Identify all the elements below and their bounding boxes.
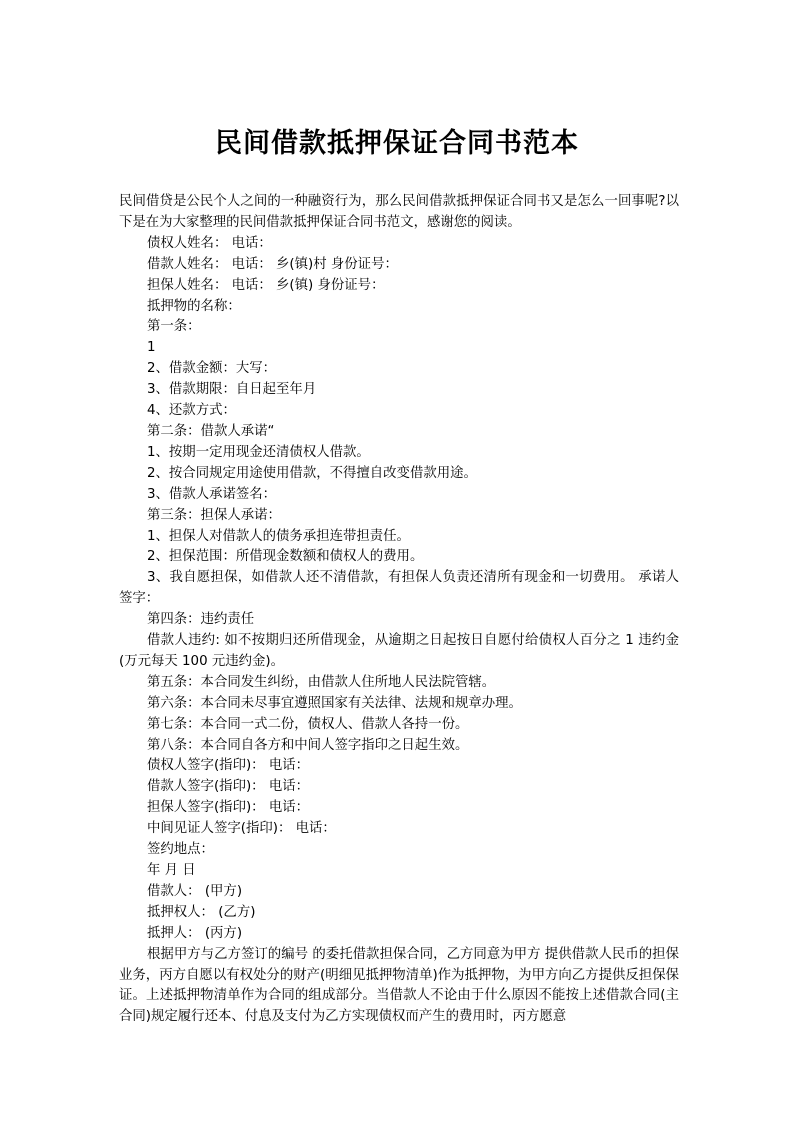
- party-b-line: 抵押权人： (乙方): [147, 904, 256, 920]
- article-2-item-2: 2、按合同规定用途使用借款，不得擅自改变借款用途。: [147, 465, 477, 481]
- borrower-info-line: 借款人姓名： 电话： 乡(镇)村 身份证号：: [147, 256, 398, 272]
- article-1-item-3: 3、借款期限：自日起至年月: [147, 382, 317, 398]
- guarantor-info-line: 担保人姓名： 电话： 乡(镇) 身份证号：: [147, 277, 385, 293]
- article-2-item-3: 3、借款人承诺签名：: [147, 486, 277, 502]
- guarantor-signature-line: 担保人签字(指印)： 电话：: [147, 800, 310, 816]
- article-5: 第五条：本合同发生纠纷，由借款人住所地人民法院管辖。: [147, 674, 496, 690]
- final-paragraph: 根据甲方与乙方签订的编号 的委托借款担保合同，乙方同意为甲方 提供借款人民币的担保业务，丙方自愿以有权处分的财产(明细见抵押物清单)作为抵押物，为甲方向乙方提供反担保保证。上述抵押物清单作为合同的组成部分。当借款人不论由于什么原因不能按上述借款合同(主合同)规定履行还本、付息及支付为乙方实现债权而产生的费用时，丙方愿意: [119, 946, 679, 1025]
- party-a-line: 借款人： (甲方): [147, 883, 243, 899]
- article-1-item-1: 1: [147, 340, 156, 356]
- article-1-item-2: 2、借款金额：大写：: [147, 361, 277, 377]
- collateral-name-line: 抵押物的名称：: [147, 298, 241, 314]
- article-2-item-1: 1、按期一定用现金还清债权人借款。: [147, 444, 370, 460]
- signing-location-line: 签约地点：: [147, 842, 214, 858]
- article-6: 第六条：本合同未尽事宜遵照国家有关法律、法规和规章办理。: [147, 695, 522, 711]
- date-line: 年 月 日: [147, 863, 196, 878]
- party-c-line: 抵押人： (丙方): [147, 925, 243, 941]
- creditor-signature-line: 债权人签字(指印)： 电话：: [147, 758, 310, 774]
- borrower-signature-line: 借款人签字(指印)： 电话：: [147, 779, 310, 795]
- article-1-heading: 第一条：: [147, 319, 201, 335]
- article-3-item-2: 2、担保范围：所借现金数额和债权人的费用。: [147, 549, 424, 565]
- article-4-body: 借款人违约: 如不按期归还所借现金，从逾期之日起按日自愿付给债权人百分之 1 违约金(万元每天 100 元违约金)。: [119, 633, 679, 669]
- article-3-heading: 第三条：担保人承诺：: [147, 507, 281, 523]
- witness-signature-line: 中间见证人签字(指印)： 电话：: [147, 821, 336, 837]
- article-7: 第七条：本合同一式二份，债权人、借款人各持一份。: [147, 716, 469, 732]
- article-3-item-3: 3、我自愿担保，如借款人还不清借款，有担保人负责还清所有现金和一切费用。 承诺人签字：: [119, 570, 679, 607]
- creditor-info-line: 债权人姓名： 电话：: [147, 235, 272, 251]
- document-title: 民间借款抵押保证合同书范本: [215, 128, 579, 159]
- article-8: 第八条：本合同自各方和中间人签字指印之日起生效。: [147, 737, 469, 753]
- intro-paragraph: 民间借贷是公民个人之间的一种融资行为，那么民间借款抵押保证合同书又是怎么一回事呢?以下是在为大家整理的民间借款抵押保证合同书范文，感谢您的阅读。: [119, 194, 679, 230]
- document-body: [119, 192, 679, 1028]
- article-1-item-4: 4、还款方式：: [147, 403, 236, 419]
- article-4-heading: 第四条：违约责任: [147, 612, 255, 628]
- article-2-heading: 第二条：借款人承诺“: [147, 423, 275, 439]
- article-3-item-1: 1、担保人对借款人的债务承担连带担责任。: [147, 528, 410, 544]
